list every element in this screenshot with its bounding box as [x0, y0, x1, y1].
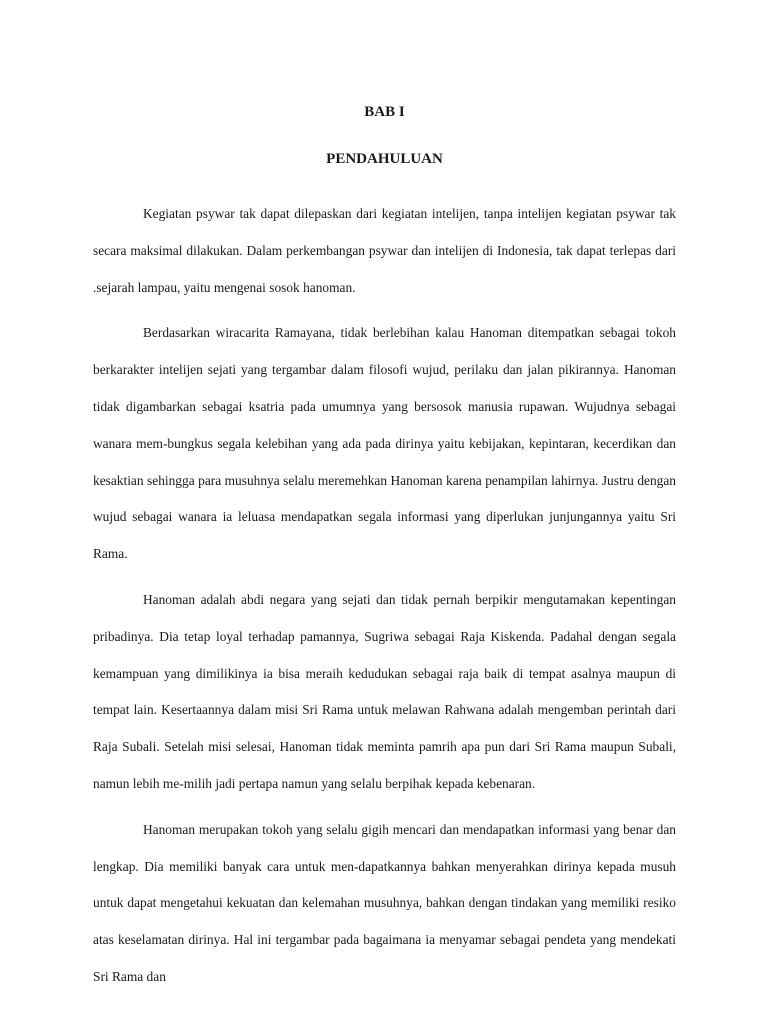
chapter-number: BAB I: [364, 104, 405, 120]
paragraph: Hanoman merupakan tokoh yang selalu gigih mencari dan mendapatkan informasi yang benar dan lengkap. Dia memiliki banyak cara untuk men-dapatkannya bahkan menyerahkan dirinya kepada musuh untuk dapat mengetahui kekuatan dan kelemahan musuhnya, bahkan dengan tindakan yang memiliki resiko atas keselamatan dirinya. Hal ini tergambar pada bagaimana ia menyamar sebagai pendeta yang mendekati Sri Rama dan: [93, 821, 676, 984]
document-body: [93, 196, 676, 1005]
chapter-title: PENDAHULUAN: [326, 151, 443, 167]
paragraph: Kegiatan psywar tak dapat dilepaskan dari kegiatan intelijen, tanpa intelijen kegiatan psywar tak secara maksimal dilakukan. Dalam perkembangan psywar dan intelijen di Indonesia, tak dapat terlepas dari .sejarah lampau, yaitu mengenai sosok hanoman.: [93, 206, 676, 295]
paragraph: Hanoman adalah abdi negara yang sejati dan tidak pernah berpikir mengutamakan kepentingan pribadinya. Dia tetap loyal terhadap pamannya, Sugriwa sebagai Raja Kiskenda. Padahal dengan segala kemampuan yang dimilikinya ia bisa meraih kedudukan sebagai raja baik di tempat asalnya maupun di tempat lain. Kesertaannya dalam misi Sri Rama untuk melawan Rahwana adalah mengemban perintah dari Raja Subali. Setelah misi selesai, Hanoman tidak meminta pamrih apa pun dari Sri Rama maupun Subali, namun lebih me-milih jadi pertapa namun yang selalu berpihak kepada kebenaran.: [93, 591, 676, 791]
paragraph: Berdasarkan wiracarita Ramayana, tidak berlebihan kalau Hanoman ditempatkan sebagai tokoh berkarakter intelijen sejati yang tergambar dalam filosofi wujud, perilaku dan jalan pikirannya. Hanoman tidak digambarkan sebagai ksatria pada umumnya yang bersosok manusia rupawan. Wujudnya sebagai wanara mem-bungkus segala kelebihan yang ada pada dirinya yaitu kebijakan, kepintaran, kecerdikan dan kesaktian sehingga para musuhnya selalu meremehkan Hanoman karena penampilan lahirnya. Justru dengan wujud sebagai wanara ia leluasa mendapatkan segala informasi yang diperlukan junjungannya yaitu Sri Rama.: [93, 325, 676, 562]
